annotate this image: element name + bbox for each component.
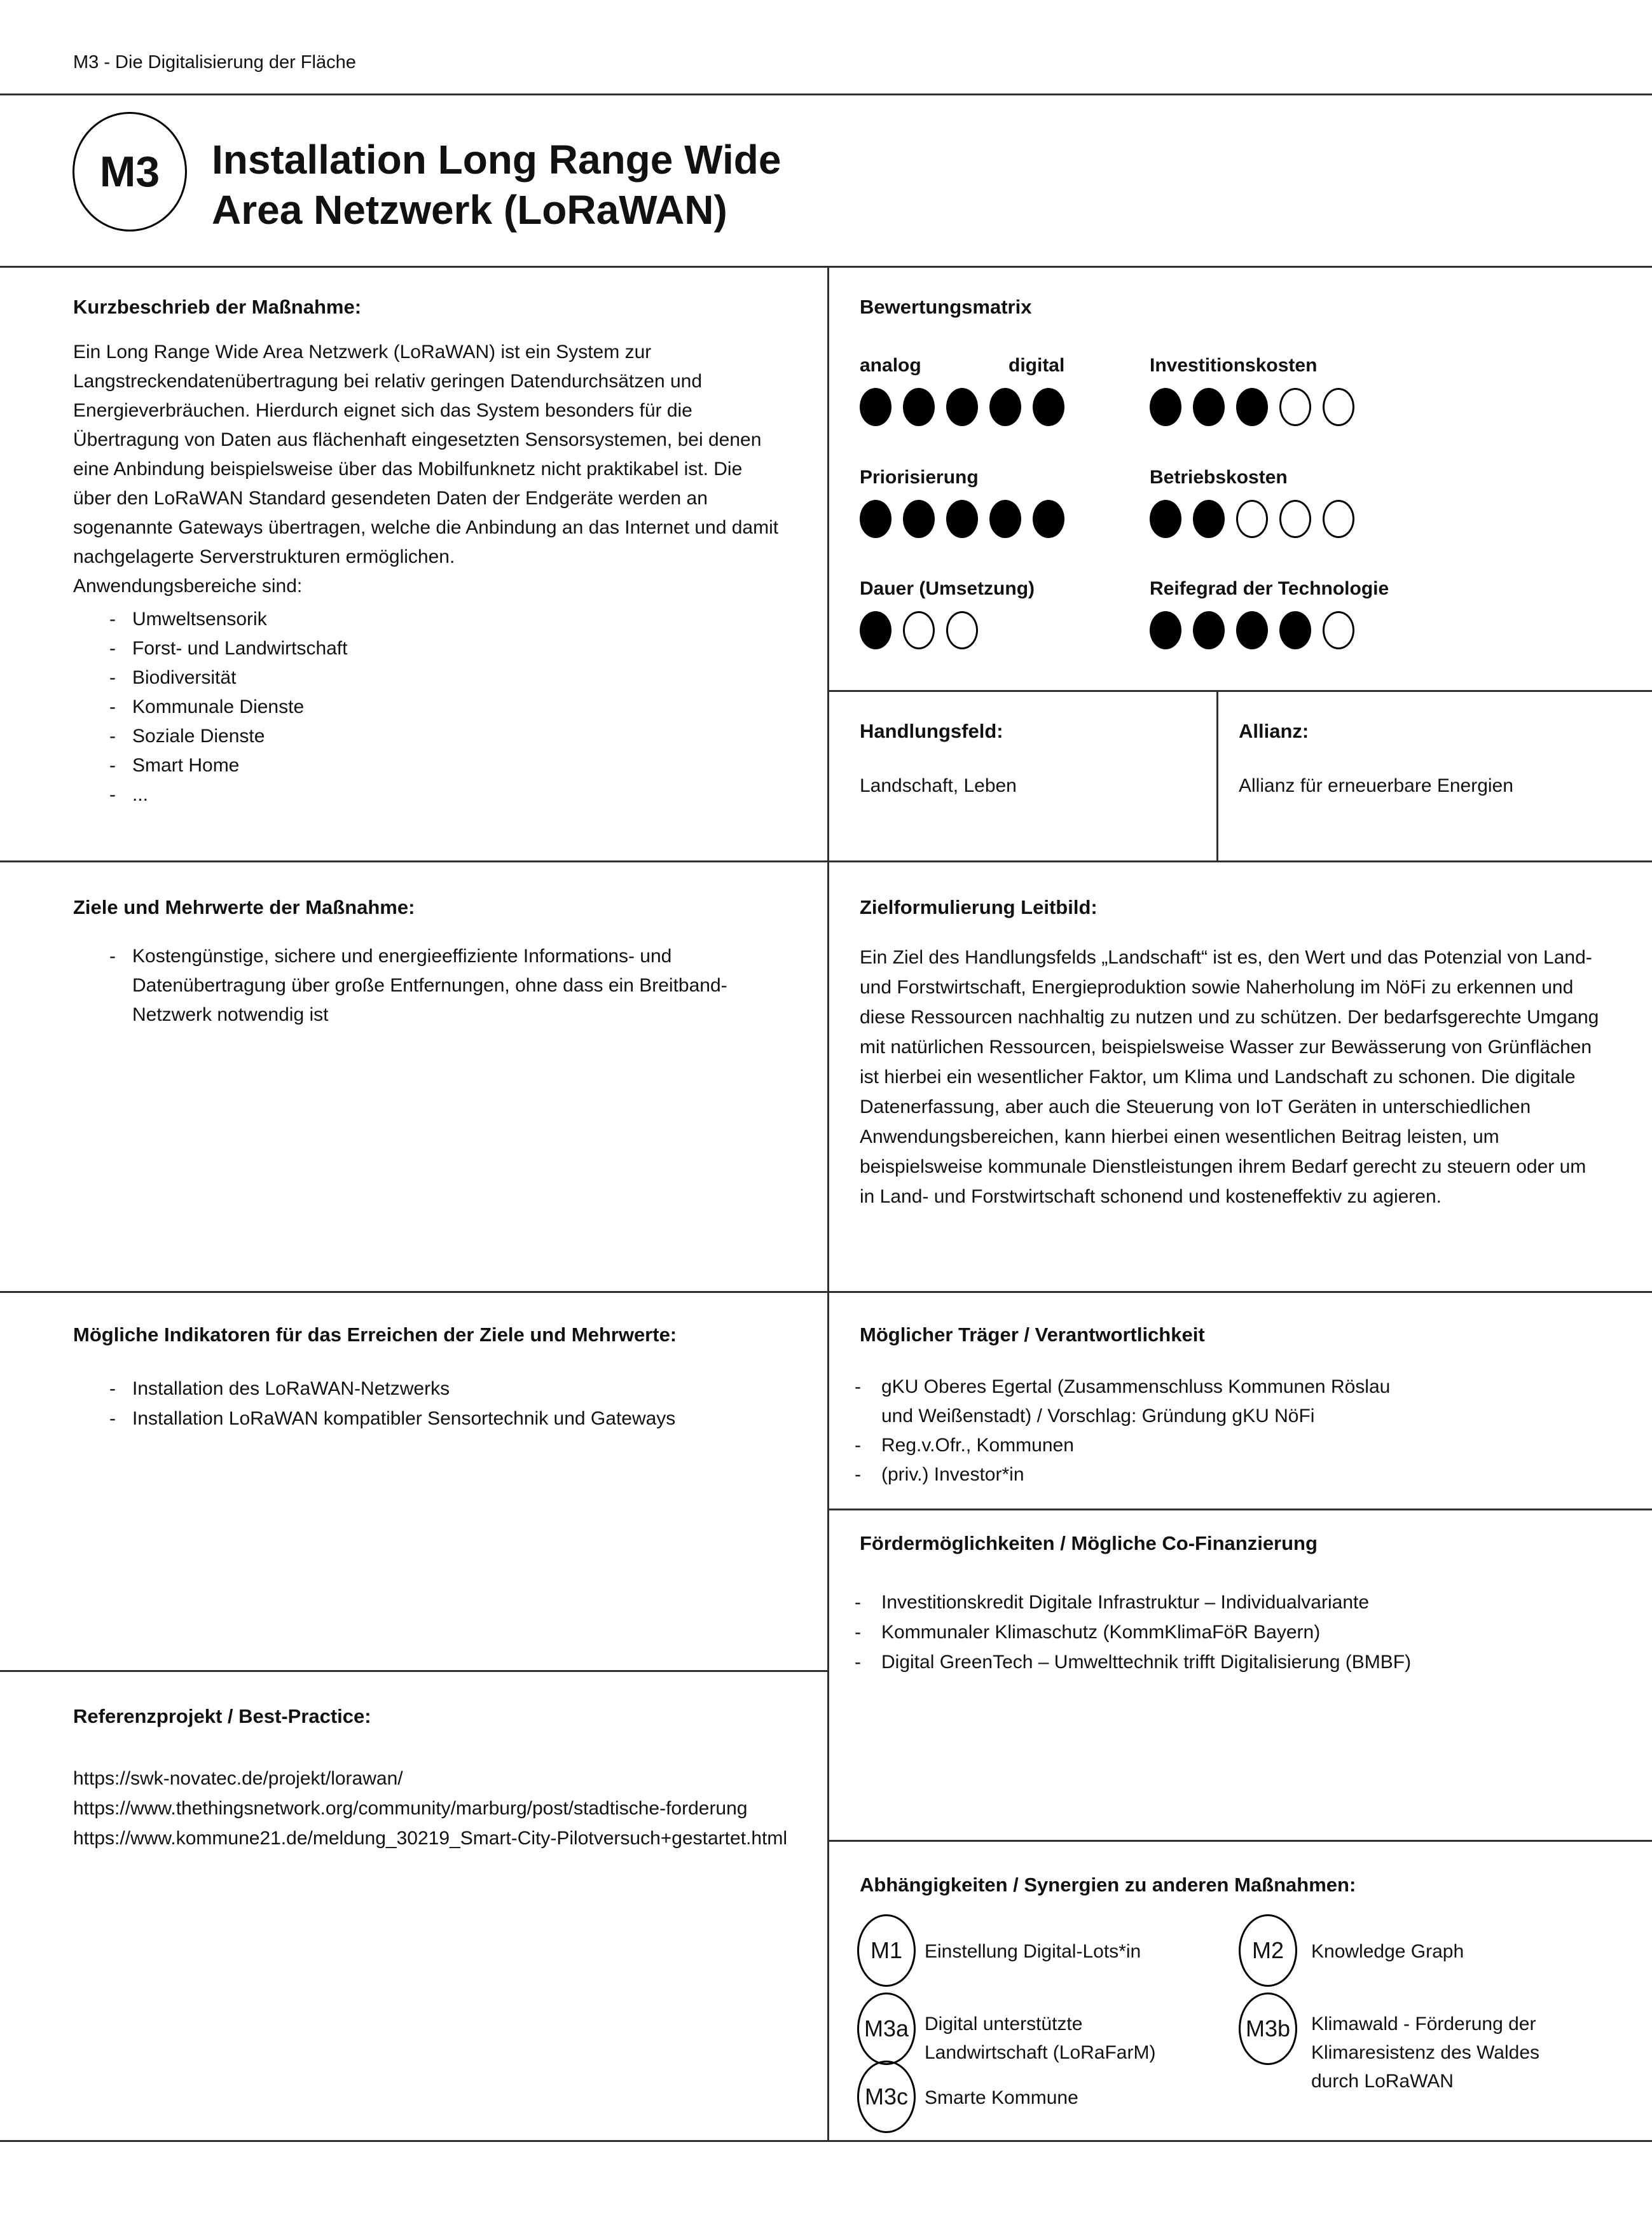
bullet-dash: -	[109, 726, 116, 747]
rating-dot-empty	[946, 611, 978, 649]
list-item-text: Soziale Dienste	[132, 726, 265, 747]
referenz-separator	[0, 1670, 829, 1672]
rating-dot-filled	[946, 500, 978, 538]
allianz-label: Allianz:	[1239, 720, 1309, 742]
zielformulierung-paragraph: Ein Ziel des Handlungsfelds „Landschaft“ ist es, den Wert und das Potenzial von Land- und Forstwirtschaft, Energieproduktion sowie Naherholung im NöFi zu erkennen und diese Ressourcen nachhaltig zu nutzen und zu schützen. Der bedarfsgerechte Umgang mit natürlichen Ressourcen, beispielsweise Wasser zur Bewässerung von Grünflächen ist hierbei ein wesentlicher Faktor, um Klima und Landschaft zu schonen. Die digitale Datenerfassung, aber auch die Steuerung von IoT Geräten in unterschiedlichen Anwendungsbereichen, kann hierbei einen wesentlichen Beitrag leisten, um beispielsweise kommunale Dienstleistungen ihrem Bedarf gerecht zu steuern oder um in Land- und Forstwirtschaft schonend und kosteneffektiv zu agieren.	[860, 947, 1599, 1207]
list-item-text: gKU Oberes Egertal (Zusammenschluss Kommunen Röslau und Weißenstadt) / Vorschlag: Gründung gKU NöFi	[881, 1376, 1391, 1426]
reference-link[interactable]: https://www.thethingsnetwork.org/community/marburg/post/stadtische-forderung	[73, 1798, 748, 1819]
handlungsfeld-label: Handlungsfeld:	[860, 720, 1003, 742]
rating-dot-empty	[1323, 500, 1354, 538]
rating-label	[860, 355, 1076, 388]
measure-label-m3a: Digital unterstützte Landwirtschaft (LoRaFarM)	[925, 2013, 1156, 2063]
rating-dot-empty	[1279, 500, 1311, 538]
rating-dot-filled	[989, 388, 1021, 426]
rating-betriebskosten	[1150, 467, 1366, 538]
list-item-text: Kommunale Dienste	[132, 696, 305, 717]
kurzbeschrieb-heading: Kurzbeschrieb der Maßnahme:	[73, 296, 362, 318]
bullet-dash: -	[855, 1435, 861, 1456]
bullet-dash: -	[855, 1652, 861, 1673]
rating-dots	[1150, 611, 1389, 649]
rating-dot-filled	[1150, 388, 1181, 426]
list-item-text: Investitionskredit Digitale Infrastruktur – Individualvariante	[881, 1592, 1370, 1613]
foerder-heading: Fördermöglichkeiten / Mögliche Co-Finanzierung	[860, 1532, 1318, 1554]
rating-dot-filled	[1033, 500, 1064, 538]
section-indikatoren	[73, 1323, 804, 1433]
list-item	[855, 1587, 1652, 1617]
rating-label: Reifegrad der Technologie	[1150, 578, 1389, 599]
foerder-separator	[827, 1509, 1652, 1510]
rating-dot-filled	[1150, 500, 1181, 538]
rating-dot-filled	[1193, 500, 1225, 538]
rating-dot-filled	[1033, 388, 1064, 426]
rating-dot-filled	[860, 611, 891, 649]
rating-dot-filled	[1279, 611, 1311, 649]
indikatoren-heading: Mögliche Indikatoren für das Erreichen der Ziele und Mehrwerte:	[73, 1323, 677, 1346]
field-box-divider	[1216, 690, 1218, 862]
rating-investitionskosten	[1150, 355, 1366, 426]
list-item-text: Kostengünstige, sichere und energieeffiziente Informations- und Datenübertragung über große Entfernungen, ohne dass ein Breitband-Netzwerk notwendig ist	[132, 946, 727, 1025]
rating-dot-filled	[1236, 611, 1268, 649]
measure-badge-m3a: M3a	[857, 1993, 916, 2065]
bullet-dash: -	[855, 1622, 861, 1643]
row-separator-2	[0, 1291, 1652, 1293]
rating-dot-filled	[903, 388, 935, 426]
kurzbeschrieb-list-intro: Anwendungsbereiche sind:	[73, 576, 303, 597]
measure-label-m1: Einstellung Digital-Lots*in	[925, 1941, 1141, 1962]
abhaengigkeiten-separator	[827, 1840, 1652, 1842]
document-header: M3 - Die Digitalisierung der Fläche	[73, 52, 356, 73]
section-referenz	[73, 1704, 792, 1853]
page-title-line1: Installation Long Range Wide	[212, 137, 781, 183]
rating-label-analog: analog	[860, 355, 921, 376]
rating-label: Priorisierung	[860, 467, 979, 488]
measure-badge-m1: M1	[857, 1914, 916, 1987]
rating-dot-filled	[1236, 388, 1268, 426]
list-item	[109, 634, 782, 663]
list-item-text: Reg.v.Ofr., Kommunen	[881, 1435, 1074, 1456]
list-item	[855, 1617, 1652, 1647]
list-item-text: Kommunaler Klimaschutz (KommKlimaFöR Bayern)	[881, 1622, 1321, 1643]
allianz-value: Allianz für erneuerbare Energien	[1239, 775, 1513, 796]
list-item-text: Installation des LoRaWAN-Netzwerks	[132, 1378, 450, 1399]
list-item	[855, 1460, 1418, 1489]
rating-dot-empty	[1323, 611, 1354, 649]
bullet-dash: -	[109, 755, 116, 776]
list-item	[855, 1647, 1652, 1677]
rating-dot-filled	[1193, 388, 1225, 426]
list-item	[109, 722, 782, 751]
kurzbeschrieb-list	[73, 605, 782, 810]
foerder-list	[855, 1587, 1652, 1677]
rating-dot-empty	[1323, 388, 1354, 426]
bottom-rule	[0, 2140, 1652, 2142]
rating-dots	[860, 388, 1076, 426]
rating-dots	[860, 611, 1035, 649]
list-item	[109, 1404, 804, 1433]
bullet-dash: -	[109, 609, 116, 630]
section-traeger	[855, 1323, 1418, 1489]
list-item-text: Umweltsensorik	[132, 609, 267, 630]
bullet-dash: -	[109, 696, 116, 717]
rating-dot-filled	[989, 500, 1021, 538]
traeger-list	[855, 1372, 1418, 1489]
list-item-text: ...	[132, 784, 149, 805]
rating-dot-filled	[946, 388, 978, 426]
reference-link[interactable]: https://www.kommune21.de/meldung_30219_Smart-City-Pilotversuch+gestartet.html	[73, 1828, 788, 1849]
referenz-heading: Referenzprojekt / Best-Practice:	[73, 1705, 371, 1727]
rating-dot-empty	[1279, 388, 1311, 426]
list-item-text: Smart Home	[132, 755, 240, 776]
reference-link[interactable]: https://swk-novatec.de/projekt/lorawan/	[73, 1768, 403, 1789]
rating-label: Dauer (Umsetzung)	[860, 578, 1035, 599]
abhaengigkeiten-heading: Abhängigkeiten / Synergien zu anderen Maßnahmen:	[860, 1874, 1356, 1896]
measure-badge-m3c: M3c	[857, 2061, 916, 2133]
measure-label-m3c: Smarte Kommune	[925, 2087, 1078, 2108]
bullet-dash: -	[855, 1592, 861, 1613]
indikatoren-list	[73, 1374, 804, 1433]
bullet-dash: -	[109, 946, 116, 967]
list-item	[855, 1372, 1418, 1431]
rating-dots	[1150, 388, 1366, 426]
column-divider	[827, 266, 829, 2140]
list-item	[109, 751, 782, 780]
ziele-list	[73, 942, 734, 1030]
bullet-dash: -	[109, 784, 116, 805]
list-item-text: Biodiversität	[132, 667, 237, 688]
rating-reifegrad	[1150, 578, 1389, 649]
rating-dauer	[860, 578, 1035, 649]
rating-label-digital: digital	[1008, 355, 1065, 376]
list-item	[109, 663, 782, 693]
rating-analog-digital	[860, 355, 1076, 426]
section-foerder	[855, 1531, 1652, 1677]
rating-dot-filled	[1150, 611, 1181, 649]
list-item	[109, 605, 782, 634]
ziele-heading: Ziele und Mehrwerte der Maßnahme:	[73, 896, 415, 918]
bewertungsmatrix-heading: Bewertungsmatrix	[860, 296, 1032, 318]
section-zielformulierung	[860, 895, 1600, 1212]
measure-badge-m2: M2	[1239, 1914, 1297, 1987]
rating-dot-filled	[903, 500, 935, 538]
rating-dots	[1150, 500, 1366, 538]
bullet-dash: -	[109, 1378, 116, 1399]
kurzbeschrieb-paragraph: Ein Long Range Wide Area Netzwerk (LoRaWAN) ist ein System zur Langstreckendatenübertragung bei relativ geringen Datendurchsätzen und Energieverbräuchen. Hierdurch eignet sich das System besonders für die Übertragung von Daten aus flächenhaft eingesetzten Sensorsystemen, bei denen eine Anbindung beispielsweise über das Mobilfunknetz nicht praktikabel ist. Die über den LoRaWAN Standard gesendeten Daten der Endgeräte werden an sogenannte Gateways übertragen, welche die Anbindung an das Internet und damit nachgelagerte Serverstrukturen ermöglichen.	[73, 342, 779, 567]
rating-priorisierung	[860, 467, 1076, 538]
header-rule	[0, 93, 1652, 95]
bullet-dash: -	[109, 1408, 116, 1429]
zielformulierung-heading: Zielformulierung Leitbild:	[860, 896, 1098, 918]
rating-dot-empty	[903, 611, 935, 649]
bullet-dash: -	[855, 1376, 861, 1397]
field-box-top-border	[827, 690, 1652, 692]
list-item	[109, 693, 782, 722]
rating-label: Investitionskosten	[1150, 355, 1318, 376]
list-item	[109, 1374, 804, 1404]
measure-badge-m3b: M3b	[1239, 1993, 1297, 2065]
row-separator-1	[0, 860, 1652, 862]
bullet-dash: -	[109, 667, 116, 688]
list-item	[855, 1431, 1418, 1460]
bullet-dash: -	[855, 1464, 861, 1485]
rating-dot-filled	[860, 500, 891, 538]
section-kurzbeschrieb	[73, 295, 782, 810]
measure-label-m3b: Klimawald - Förderung der Klimaresistenz des Waldes durch LoRaWAN	[1311, 2013, 1540, 2092]
rating-dot-filled	[860, 388, 891, 426]
page-title-line2: Area Netzwerk (LoRaWAN)	[212, 187, 727, 233]
list-item-text: Digital GreenTech – Umwelttechnik trifft Digitalisierung (BMBF)	[881, 1652, 1412, 1673]
section-ziele	[73, 895, 734, 1030]
traeger-heading: Möglicher Träger / Verantwortlichkeit	[860, 1323, 1205, 1346]
referenz-links	[73, 1764, 792, 1853]
rating-dot-filled	[1193, 611, 1225, 649]
measure-badge: M3	[72, 112, 187, 231]
rating-label: Betriebskosten	[1150, 467, 1288, 488]
rating-dots	[860, 500, 1076, 538]
list-item-text: (priv.) Investor*in	[881, 1464, 1024, 1485]
measure-label-m2: Knowledge Graph	[1311, 1941, 1464, 1962]
page-title	[212, 135, 781, 235]
bullet-dash: -	[109, 638, 116, 659]
list-item-text: Forst- und Landwirtschaft	[132, 638, 348, 659]
rating-dot-empty	[1236, 500, 1268, 538]
list-item	[109, 942, 734, 1030]
list-item-text: Installation LoRaWAN kompatibler Sensortechnik und Gateways	[132, 1408, 676, 1429]
list-item	[109, 780, 782, 810]
title-rule	[0, 266, 1652, 268]
handlungsfeld-value: Landschaft, Leben	[860, 775, 1017, 796]
